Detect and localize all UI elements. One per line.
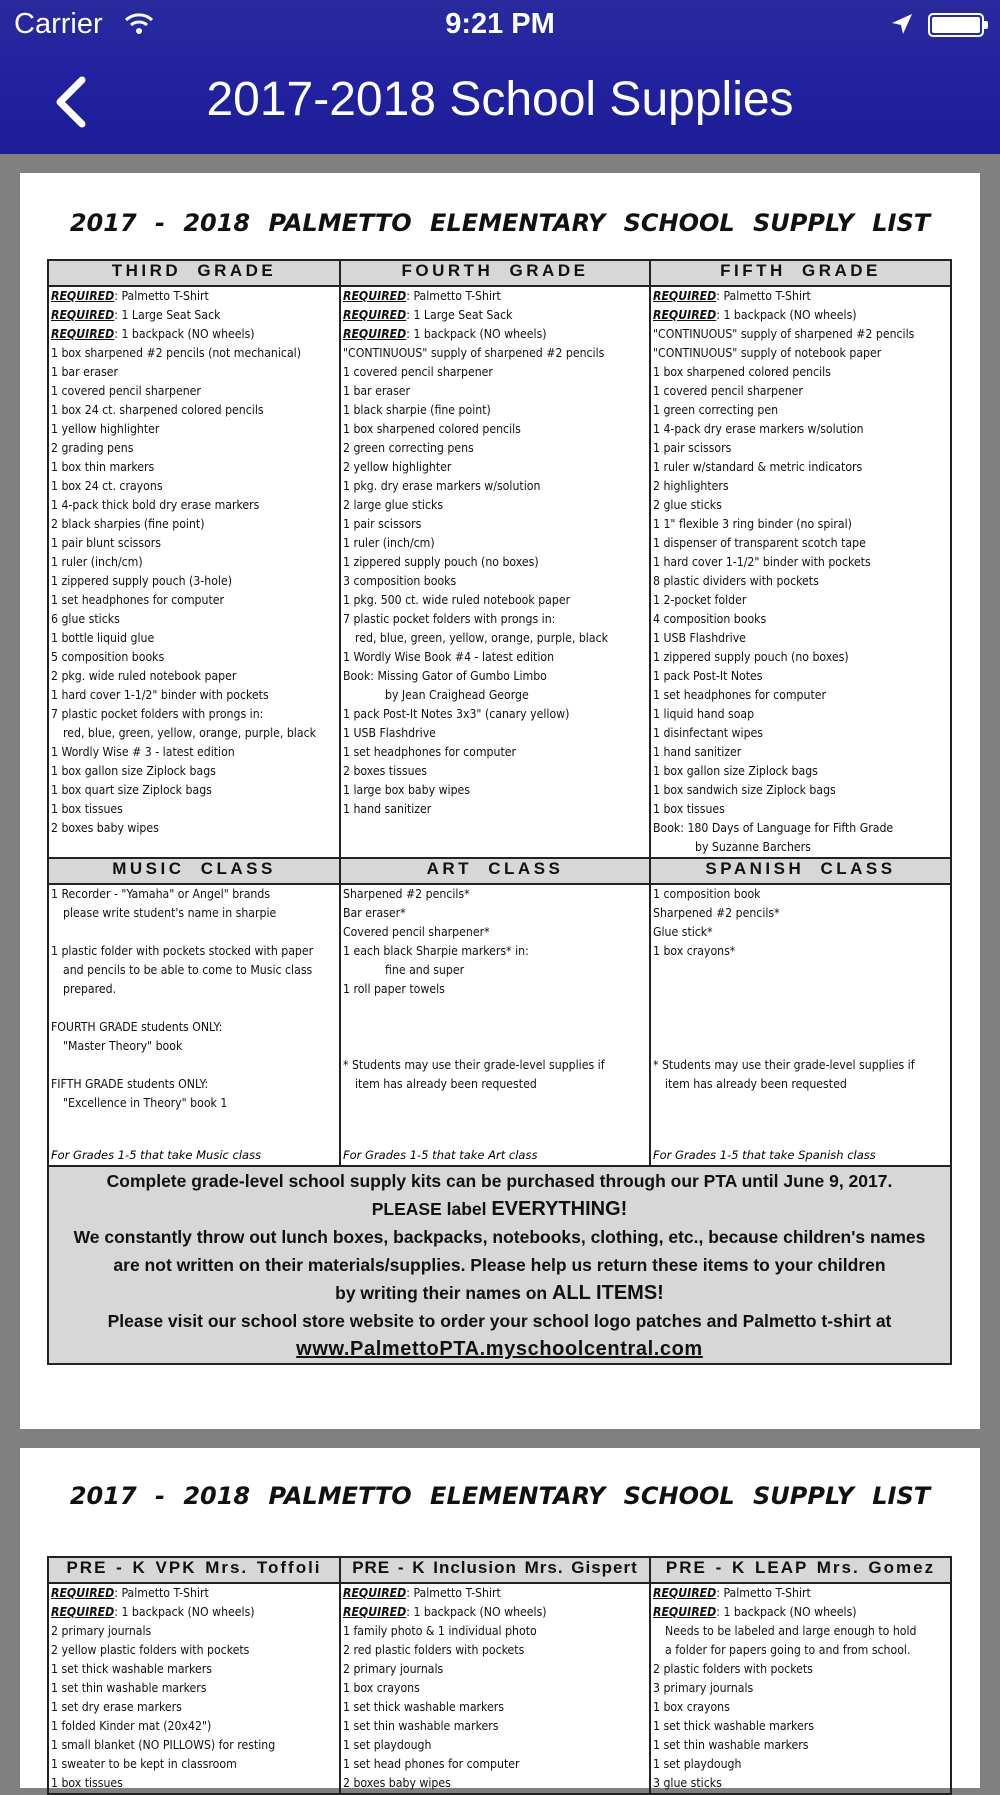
header-fourth-grade: FOURTH GRADE [340,260,650,286]
header-third-grade: THIRD GRADE [48,260,340,286]
notice-line: PLEASE label EVERYTHING! [371,1198,628,1220]
list-item: 1 black sharpie (fine point) [343,403,491,417]
list-item: Sharpened #2 pencils* [343,887,470,901]
list-item: Needs to be labeled and large enough to hold [665,1624,917,1638]
fourth-grade-list [340,286,650,858]
music-footnote: For Grades 1-5 that take Music class [51,1148,262,1162]
list-item: 6 glue sticks [51,612,120,626]
list-item: 1 box sharpened #2 pencils (not mechanical) [51,346,301,360]
list-item: 1 pack Post-It Notes [653,669,763,683]
list-item: 1 hand sanitizer [653,745,742,759]
list-item: 1 liquid hand soap [653,707,755,721]
list-item: red, blue, green, yellow, orange, purple, black [355,631,608,645]
notice-line: are not written on their materials/supplies. Please help us return these items to your children [113,1255,886,1275]
list-item: 2 glue sticks [653,498,722,512]
list-item: red, blue, green, yellow, orange, purple, black [63,726,316,740]
list-item: 2 plastic folders with pockets [653,1662,813,1676]
list-item: 1 covered pencil sharpener [343,365,493,379]
list-item: "CONTINUOUS" supply of sharpened #2 pencils [653,327,915,341]
list-item: 1 plastic folder with pockets stocked with paper [51,944,314,958]
list-item: 1 box tissues [51,802,123,816]
list-item: * Students may use their grade-level supplies if [653,1058,915,1072]
list-item: 1 Wordly Wise # 3 - latest edition [51,745,235,759]
list-item: 1 1" flexible 3 ring binder (no spiral) [653,517,852,531]
list-item: REQUIRED: 1 backpack (NO wheels) [343,1605,547,1619]
list-item: 1 set headphones for computer [343,745,517,759]
document-title: 2017 - 2018 PALMETTO ELEMENTARY SCHOOL SUPPLY LIST [69,209,931,237]
document-page-1 [20,173,980,1429]
header-fifth-grade: FIFTH GRADE [650,260,951,286]
list-item: 1 4-pack thick bold dry erase markers [51,498,260,512]
list-item: 1 set thick washable markers [51,1662,212,1676]
list-item: 5 composition books [51,650,165,664]
list-item: 1 green correcting pen [653,403,779,417]
list-item: 1 hard cover 1-1/2" binder with pockets [51,688,269,702]
prek-inclusion-list [340,1583,650,1794]
list-item: 1 USB Flashdrive [653,631,746,645]
list-item: REQUIRED: Palmetto T-Shirt [653,1586,811,1600]
prek-leap-list [650,1583,951,1794]
status-bar [0,0,1000,50]
list-item: 1 disinfectant wipes [653,726,763,740]
list-item: 1 4-pack dry erase markers w/solution [653,422,864,436]
list-item [343,1018,647,1037]
list-item: 1 set thick washable markers [653,1719,814,1733]
list-item: "CONTINUOUS" supply of sharpened #2 pencils [343,346,605,360]
list-item: 1 pkg. 500 ct. wide ruled notebook paper [343,593,571,607]
list-item [51,1056,337,1075]
list-item: REQUIRED: 1 backpack (NO wheels) [51,1605,255,1619]
list-item: 1 dispenser of transparent scotch tape [653,536,866,550]
list-item: 2 boxes baby wipes [343,1776,451,1790]
list-item: 3 composition books [343,574,457,588]
list-item: 8 plastic dividers with pockets [653,574,819,588]
list-item: 1 box crayons* [653,944,736,958]
list-item: 1 set headphones for computer [51,593,225,607]
list-item: 1 box sharpened colored pencils [653,365,831,379]
list-item: 1 zippered supply pouch (no boxes) [653,650,849,664]
list-item: REQUIRED: 1 backpack (NO wheels) [51,327,255,341]
list-item [653,1037,948,1056]
supply-table [47,259,952,1365]
list-item: 1 box crayons [653,1700,730,1714]
list-item: 1 sweater to be kept in classroom [51,1757,237,1771]
status-time: 9:21 PM [445,8,555,40]
notice-line: Complete grade-level school supply kits can be purchased through our PTA until June 9, 2017. [106,1171,893,1191]
list-item: 1 bar eraser [343,384,411,398]
list-item: 1 folded Kinder mat (20x42") [51,1719,212,1733]
list-item: * Students may use their grade-level supplies if [343,1058,605,1072]
list-item: 2 boxes tissues [343,764,427,778]
list-item: 1 roll paper towels [343,982,445,996]
list-item: 1 box gallon size Ziplock bags [51,764,216,778]
list-item: 1 box sharpened colored pencils [343,422,521,436]
list-item: 2 pkg. wide ruled notebook paper [51,669,237,683]
list-item [653,961,948,980]
page-title: 2017-2018 School Supplies [206,73,794,126]
list-item: by Suzanne Barchers [695,840,811,854]
list-item: 1 set thick washable markers [343,1700,504,1714]
list-item: 2 large glue sticks [343,498,444,512]
list-item: Covered pencil sharpener* [343,925,490,939]
list-item: by Jean Craighead George [385,688,529,702]
list-item: 1 pkg. dry erase markers w/solution [343,479,541,493]
prek-supply-table [47,1556,952,1795]
list-item: 1 yellow highlighter [51,422,160,436]
list-item: 1 zippered supply pouch (no boxes) [343,555,539,569]
list-item: REQUIRED: Palmetto T-Shirt [343,289,501,303]
list-item: 1 box thin markers [51,460,155,474]
list-item: REQUIRED: Palmetto T-Shirt [51,289,209,303]
notice-box [48,1166,951,1364]
list-item: 1 hand sanitizer [343,802,432,816]
list-item: 1 box crayons [343,1681,420,1695]
notice-line: by writing their names on ALL ITEMS! [335,1282,664,1304]
list-item: please write student's name in sharpie [63,906,277,920]
music-class-list [48,884,340,1166]
list-item: 1 bottle liquid glue [51,631,155,645]
list-item: 1 covered pencil sharpener [653,384,803,398]
list-item: REQUIRED: Palmetto T-Shirt [653,289,811,303]
list-item: Book: 180 Days of Language for Fifth Grade [653,821,894,835]
list-item: 1 bar eraser [51,365,119,379]
art-footnote: For Grades 1-5 that take Art class [343,1148,538,1162]
list-item [51,999,337,1018]
list-item: Sharpened #2 pencils* [653,906,780,920]
list-item: 1 Wordly Wise Book #4 - latest edition [343,650,555,664]
list-item: 3 primary journals [653,1681,754,1695]
list-item: 1 box gallon size Ziplock bags [653,764,818,778]
list-item: 1 covered pencil sharpener [51,384,201,398]
spanish-footnote: For Grades 1-5 that take Spanish class [653,1148,876,1162]
list-item: 1 Recorder - "Yamaha" or Angel" brands [51,887,271,901]
list-item: item has already been requested [665,1077,847,1091]
notice-line: We constantly throw out lunch boxes, backpacks, notebooks, clothing, etc., because children's names [73,1227,926,1247]
header-art-class: ART CLASS [340,858,650,884]
list-item: 1 set playdough [343,1738,432,1752]
list-item: FOURTH GRADE students ONLY: [51,1020,223,1034]
list-item: 1 pair blunt scissors [51,536,161,550]
list-item: 2 black sharpies (fine point) [51,517,205,531]
list-item [653,999,948,1018]
list-item: 1 ruler (inch/cm) [343,536,435,550]
list-item: REQUIRED: Palmetto T-Shirt [343,1586,501,1600]
list-item: 7 plastic pocket folders with prongs in: [51,707,264,721]
list-item [653,980,948,999]
list-item: 1 hard cover 1-1/2" binder with pockets [653,555,871,569]
list-item: 2 primary journals [343,1662,444,1676]
list-item: 1 pair scissors [653,441,732,455]
list-item: and pencils to be able to come to Music class [63,963,313,977]
list-item: 2 yellow highlighter [343,460,452,474]
list-item: 1 pair scissors [343,517,422,531]
list-item: 1 set playdough [653,1757,742,1771]
pta-website-link[interactable]: www.PalmettoPTA.myschoolcentral.com [296,1338,703,1360]
list-item: 1 family photo & 1 individual photo [343,1624,537,1638]
list-item: 1 set thin washable markers [51,1681,207,1695]
list-item: 1 zippered supply pouch (3-hole) [51,574,232,588]
list-item: 2 boxes baby wipes [51,821,159,835]
list-item: 4 composition books [653,612,767,626]
spanish-class-list [650,884,951,1166]
list-item: "Master Theory" book [63,1039,183,1053]
list-item: 1 2-pocket folder [653,593,747,607]
list-item: 1 ruler w/standard & metric indicators [653,460,863,474]
list-item [343,999,647,1018]
list-item: fine and super [385,963,465,977]
navigation-bar [0,0,1000,154]
battery-icon [928,13,984,37]
list-item [51,923,337,942]
list-item: 1 set headphones for computer [653,688,827,702]
list-item: Book: Missing Gator of Gumbo Limbo [343,669,547,683]
header-music-class: MUSIC CLASS [48,858,340,884]
list-item: prepared. [63,982,117,996]
list-item: REQUIRED: 1 backpack (NO wheels) [653,1605,857,1619]
carrier-label: Carrier [14,8,103,40]
list-item: 1 USB Flashdrive [343,726,436,740]
list-item [653,1018,948,1037]
list-item: 3 glue sticks [653,1776,722,1790]
list-item: 2 red plastic folders with pockets [343,1643,525,1657]
list-item: a folder for papers going to and from school. [665,1643,911,1657]
list-item: 2 grading pens [51,441,134,455]
location-arrow-icon [890,12,914,36]
list-item: Glue stick* [653,925,713,939]
list-item: 1 box quart size Ziplock bags [51,783,212,797]
document-page-2 [20,1448,980,1788]
list-item: "Excellence in Theory" book 1 [63,1096,228,1110]
list-item: 1 box sandwich size Ziplock bags [653,783,836,797]
list-item: 1 set dry erase markers [51,1700,182,1714]
art-class-list [340,884,650,1166]
document-title: 2017 - 2018 PALMETTO ELEMENTARY SCHOOL SUPPLY LIST [69,1482,931,1510]
list-item: FIFTH GRADE students ONLY: [51,1077,209,1091]
list-item: REQUIRED: Palmetto T-Shirt [51,1586,209,1600]
list-item: 2 green correcting pens [343,441,474,455]
list-item: 1 box 24 ct. crayons [51,479,163,493]
fifth-grade-list [650,286,951,858]
list-item: 1 box tissues [51,1776,123,1790]
list-item: REQUIRED: 1 Large Seat Sack [51,308,221,322]
list-item: 1 large box baby wipes [343,783,471,797]
prek-vpk-list [48,1583,340,1794]
list-item: 1 pack Post-It Notes 3x3" (canary yellow) [343,707,570,721]
list-item: REQUIRED: 1 backpack (NO wheels) [653,308,857,322]
list-item [343,1037,647,1056]
list-item: 1 set head phones for computer [343,1757,520,1771]
list-item: "CONTINUOUS" supply of notebook paper [653,346,882,360]
header-prek-vpk: PRE - K VPK Mrs. Toffoli [48,1557,340,1583]
list-item: 2 highlighters [653,479,729,493]
notice-line: Please visit our school store website to order your school logo patches and Palmetto t-shirt at [107,1311,892,1331]
list-item: 1 composition book [653,887,761,901]
list-item: 2 yellow plastic folders with pockets [51,1643,250,1657]
list-item: 7 plastic pocket folders with prongs in: [343,612,556,626]
list-item: 2 primary journals [51,1624,152,1638]
list-item: 1 each black Sharpie markers* in: [343,944,529,958]
list-item: 1 set thin washable markers [653,1738,809,1752]
third-grade-list [48,286,340,858]
list-item: 1 set thin washable markers [343,1719,499,1733]
header-prek-inclusion: PRE - K Inclusion Mrs. Gispert [340,1557,650,1583]
list-item: 1 box 24 ct. sharpened colored pencils [51,403,264,417]
list-item: 1 small blanket (NO PILLOWS) for resting [51,1738,276,1752]
list-item: 1 ruler (inch/cm) [51,555,143,569]
header-spanish-class: SPANISH CLASS [650,858,951,884]
list-item: 1 box tissues [653,802,725,816]
list-item: item has already been requested [355,1077,537,1091]
header-prek-leap: PRE - K LEAP Mrs. Gomez [650,1557,951,1583]
list-item: Bar eraser* [343,906,406,920]
list-item: REQUIRED: 1 Large Seat Sack [343,308,513,322]
list-item: REQUIRED: 1 backpack (NO wheels) [343,327,547,341]
